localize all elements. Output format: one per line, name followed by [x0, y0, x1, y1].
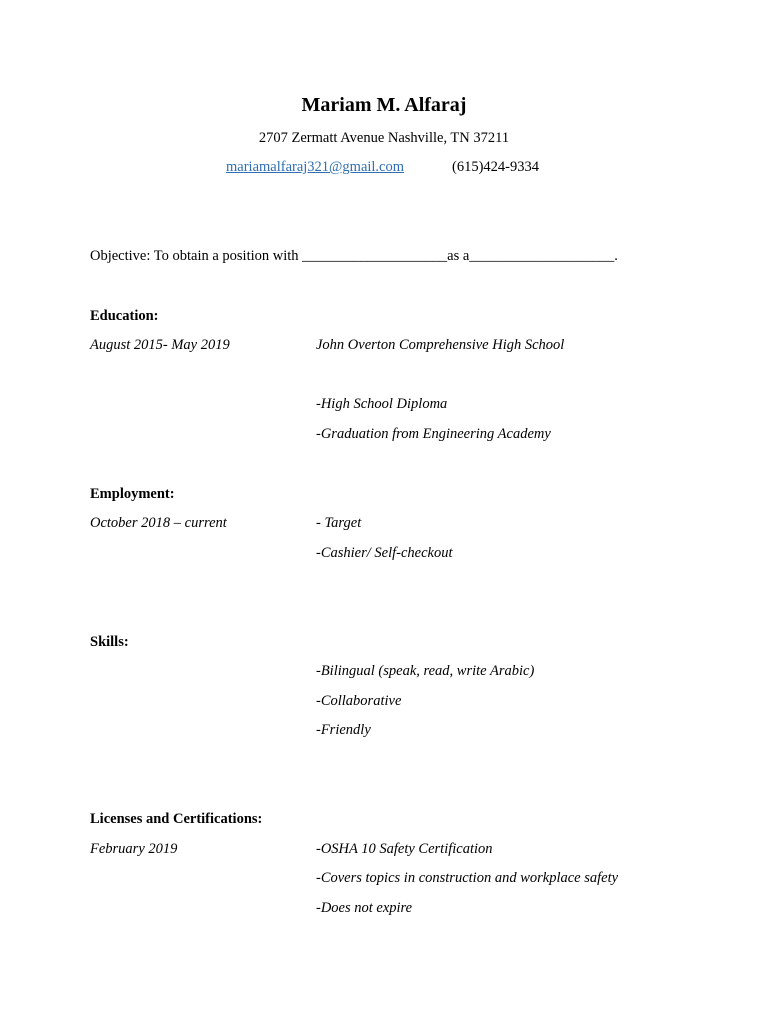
address-line: 2707 Zermatt Avenue Nashville, TN 37211: [258, 130, 510, 146]
skills-item: -Bilingual (speak, read, write Arabic): [316, 663, 535, 679]
employment-item: -Cashier/ Self-checkout: [316, 545, 453, 561]
education-school: John Overton Comprehensive High School: [316, 337, 565, 353]
licenses-item: -Does not expire: [316, 900, 413, 916]
objective-line: Objective: To obtain a position with ____________________as a____________________.: [90, 248, 618, 264]
education-heading: Education:: [90, 308, 159, 324]
education-item: -Graduation from Engineering Academy: [316, 426, 551, 442]
licenses-dates: February 2019: [90, 841, 178, 857]
email-link[interactable]: [226, 158, 404, 176]
licenses-item: -Covers topics in construction and workplace safety: [316, 870, 619, 886]
education-item: -High School Diploma: [316, 396, 448, 412]
employment-item: - Target: [316, 515, 362, 531]
skills-item: -Collaborative: [316, 693, 402, 709]
phone-number: (615)424-9334: [452, 159, 539, 175]
employment-heading: Employment:: [90, 486, 175, 502]
skills-heading: Skills:: [90, 634, 129, 650]
resume-name: Mariam M. Alfaraj: [301, 94, 467, 116]
email-text[interactable]: mariamalfaraj321@gmail.com: [226, 159, 405, 175]
licenses-heading: Licenses and Certifications:: [90, 811, 263, 827]
licenses-item: -OSHA 10 Safety Certification: [316, 841, 493, 857]
employment-dates: October 2018 – current: [90, 515, 227, 531]
skills-item: -Friendly: [316, 722, 371, 738]
education-dates: August 2015- May 2019: [90, 337, 230, 353]
